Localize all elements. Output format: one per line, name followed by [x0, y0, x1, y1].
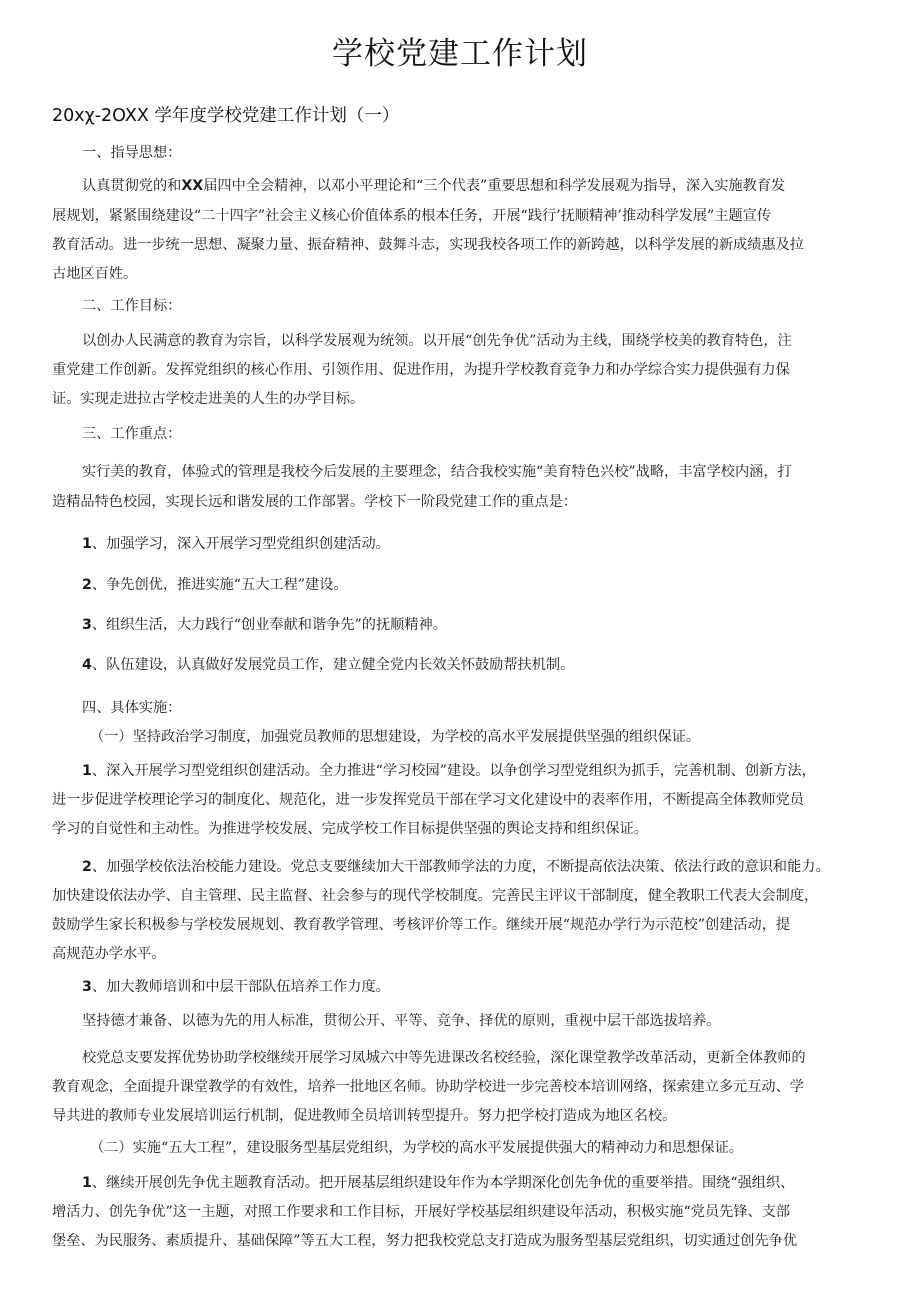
list-text: 、队伍建设，认真做好发展党员工作，建立健全党内长效关怀鼓励帮扶机制。 — [91, 657, 575, 673]
list-number: 2 — [82, 859, 92, 875]
paragraph-line: 以创办人民满意的教育为宗旨，以科学发展观为统领。以开展“创先争优”活动为主线，围绕学校美的教育特色，注 — [82, 333, 792, 349]
list-number: 2 — [82, 577, 92, 593]
paragraph-line: 教育观念，全面提升课堂教学的有效性，培养一批地区名师。协助学校进一步完善校本培训网络，探索建立多元互动、学 — [52, 1079, 804, 1095]
paragraph-line: 证。实现走进拉古学校走进美的人生的办学目标。 — [52, 391, 365, 407]
list-number: 4 — [82, 657, 92, 673]
list-item — [82, 575, 348, 595]
paragraph-line: 导共进的教师专业发展培训运行机制，促进教师全员培训转型提升。努力把学校打造成为地区名校。 — [52, 1108, 677, 1124]
paragraph-line: 造精品特色校园，实现长远和谐发展的工作部署。学校下一阶段党建工作的重点是： — [52, 494, 577, 510]
text-run: 、深入开展学习型党组织创建活动。全力推进“学习校园”建设。以争创学习型党组织为抓手，完善机制、创新方法， — [91, 763, 816, 779]
text-run: 届四中全会精神，以邓小平理论和“三个代表”重要思想和科学发展观为指导，深入实施教育发 — [203, 178, 786, 194]
paragraph-line: 校党总支要发挥优势协助学校继续开展学习凤城六中等先进课改名校经验，深化课堂教学改革活动，更新全体教师的 — [82, 1050, 806, 1066]
paragraph-line — [82, 1173, 794, 1193]
list-item — [82, 534, 390, 554]
paragraph-line: 鼓励学生家长积极参与学校发展规划、教育教学管理、考核评价等工作。继续开展“规范办学行为示范校”创建活动，提 — [52, 917, 791, 933]
paragraph-line: 堡垒、为民服务、素质提升、基础保障”等五大工程，努力把我校党总支打造成为服务型基层党组织，切实通过创先争优 — [52, 1233, 798, 1249]
section-heading-work-focus: 三、工作重点： — [82, 426, 182, 442]
paragraph-line: 增活力、创先争优”这一主题，对照工作要求和工作目标，开展好学校基层组织建设年活动，积极实施“党员先锋、支部 — [52, 1204, 791, 1220]
subsection-heading: （二）实施“五大工程”，建设服务型基层党组织，为学校的高水平发展提供强大的精神动力和思想保证。 — [90, 1140, 743, 1156]
list-text: 、加强学习，深入开展学习型党组织创建活动。 — [91, 536, 390, 552]
list-number: 3 — [82, 617, 92, 633]
list-item — [82, 655, 574, 675]
subsection-heading: （一）坚持政治学习制度，加强党员教师的思想建设，为学校的高水平发展提供坚强的组织保证。 — [90, 729, 701, 745]
paragraph-line: 高规范办学水平。 — [52, 946, 166, 962]
list-number: 1 — [82, 763, 92, 779]
text-run: 、加强学校依法治校能力建设。党总支要继续加大干部教师学法的力度，不断提高依法决策、依法行政的意识和能力。 — [91, 859, 830, 875]
paragraph-line: 重党建工作创新。发挥党组织的核心作用、引领作用、促进作用，为提升学校教育竞争力和办学综合实力提供强有力保 — [52, 362, 790, 378]
paragraph-line — [82, 761, 816, 781]
list-number: 3 — [82, 979, 92, 995]
list-number: 1 — [82, 536, 92, 552]
section-heading-implementation: 四、具体实施： — [82, 700, 182, 716]
paragraph-line — [82, 977, 390, 997]
list-text: 、争先创优，推进实施“五大工程”建设。 — [91, 577, 348, 593]
paragraph-line: 进一步促进学校理论学习的制度化、规范化，进一步发挥党员干部在学习文化建设中的表率作用，不断提高全体教师党员 — [52, 792, 804, 808]
list-text: 、组织生活，大力践行“创业奉献和谐争先”的抚顺精神。 — [91, 617, 447, 633]
list-item — [82, 615, 447, 635]
paragraph-line: 展规划，紧紧围绕建设“二十四字”社会主义核心价值体系的根本任务，开展“践行’抚顺精神’推动科学发展”主题宣传 — [52, 208, 772, 224]
paragraph-line: 实行美的教育，体验式的管理是我校今后发展的主要理念，结合我校实施“美育特色兴校”战略，丰富学校内涵，打 — [82, 464, 792, 480]
paragraph-line — [82, 857, 830, 877]
section-heading-guiding-thought: 一、指导思想： — [82, 145, 182, 161]
text-run: 认真贯彻党的和 — [82, 178, 182, 194]
paragraph-line: 学习的自觉性和主动性。为推进学校发展、完成学校工作目标提供坚强的舆论支持和组织保证。 — [52, 821, 648, 837]
paragraph-line: 坚持德才兼备、以德为先的用人标准，贯彻公开、平等、竞争、择优的原则，重视中层干部选拔培养。 — [82, 1013, 721, 1029]
paragraph-line: 加快建设依法办学、自主管理、民主监督、社会参与的现代学校制度。完善民主评议干部制度，健全教职工代表大会制度， — [52, 888, 819, 904]
section-heading-work-goal: 二、工作目标： — [82, 298, 182, 314]
document-title: 学校党建工作计划 — [332, 36, 588, 72]
paragraph-line: 教育活动。进一步统一思想、凝聚力量、振奋精神、鼓舞斗志，实现我校各项工作的新跨越，以科学发展的新成绩惠及拉 — [52, 237, 804, 253]
text-run: 、加大教师培训和中层干部队伍培养工作力度。 — [91, 979, 390, 995]
text-run-bold: XX — [181, 178, 204, 194]
paragraph-line — [82, 176, 785, 196]
paragraph-line: 古地区百姓。 — [52, 266, 138, 282]
list-number: 1 — [82, 1175, 92, 1191]
document-subtitle: 20xχ-2OXX 学年度学校党建工作计划（一） — [52, 106, 400, 126]
text-run: 、继续开展创先争优主题教育活动。把开展基层组织建设年作为本学期深化创先争优的重要举措。围绕“强组织、 — [91, 1175, 795, 1191]
